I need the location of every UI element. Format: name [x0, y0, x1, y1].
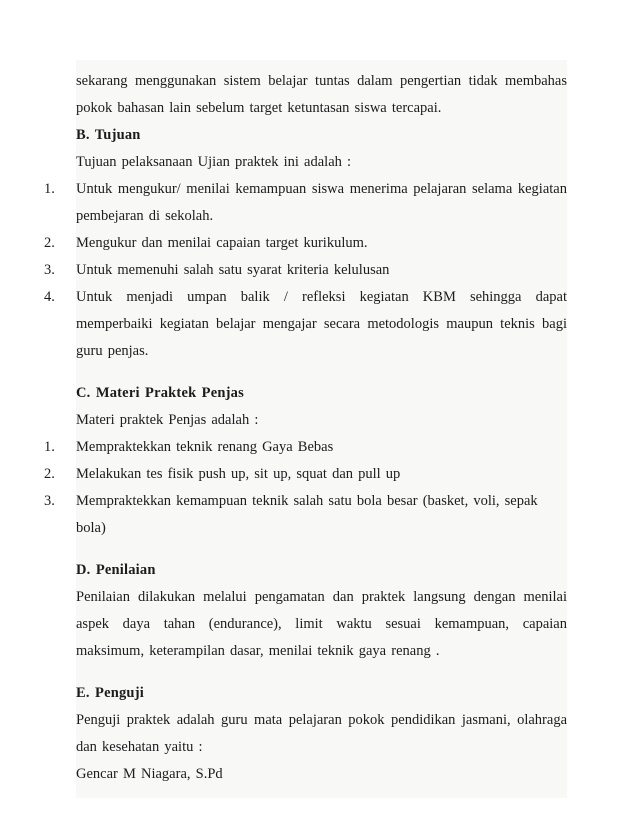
list-item [44, 230, 567, 257]
list-item-text: Melakukan tes fisik push up, sit up, squat dan pull up [76, 466, 401, 482]
list-item [44, 488, 567, 542]
list-item [44, 434, 567, 461]
list-item-number: 1. [44, 434, 74, 461]
section-c-list [44, 434, 567, 542]
list-item-text: Mengukur dan menilai capaian target kurikulum. [76, 235, 368, 251]
list-item [44, 257, 567, 284]
section-b-heading: B. Tujuan [76, 127, 141, 143]
list-item-number: 2. [44, 230, 74, 257]
list-item-number: 4. [44, 284, 74, 311]
section-d-body: Penilaian dilakukan melalui pengamatan dan praktek langsung dengan menilai aspek daya tahan (endurance), limit waktu sesuai kemampuan, capaian maksimum, keterampilan dasar, menilai teknik gaya renang . [76, 589, 567, 659]
list-item-text: Untuk mengukur/ menilai kemampuan siswa menerima pelajaran selama kegiatan pembejaran di sekolah. [76, 181, 567, 224]
list-item-text: Untuk menjadi umpan balik / refleksi kegiatan KBM sehingga dapat memperbaiki kegiatan belajar mengajar secara metodologis maupun teknis bagi guru penjas. [76, 289, 567, 359]
list-item-text: Mempraktekkan teknik renang Gaya Bebas [76, 439, 334, 455]
list-item-number: 1. [44, 176, 74, 203]
section-e-body: Penguji praktek adalah guru mata pelajaran pokok pendidikan jasmani, olahraga dan kesehatan yaitu : [76, 712, 567, 755]
intro-paragraph: sekarang menggunakan sistem belajar tuntas dalam pengertian tidak membahas pokok bahasan lain sebelum target ketuntasan siswa tercapai. [76, 73, 567, 116]
examiner-name: Gencar M Niagara, S.Pd [76, 766, 223, 782]
section-e-heading: E. Penguji [76, 685, 144, 701]
section-d-heading: D. Penilaian [76, 562, 156, 578]
section-b-lead: Tujuan pelaksanaan Ujian praktek ini adalah : [76, 154, 352, 170]
section-b-list [44, 176, 567, 365]
section-c-heading: C. Materi Praktek Penjas [76, 385, 244, 401]
list-item-number: 3. [44, 257, 74, 284]
list-item-number: 2. [44, 461, 74, 488]
list-item-number: 3. [44, 488, 74, 515]
list-item [44, 284, 567, 365]
list-item [44, 461, 567, 488]
list-item-text: Untuk memenuhi salah satu syarat kriteria kelulusan [76, 262, 390, 278]
section-c-lead: Materi praktek Penjas adalah : [76, 412, 259, 428]
content-area [44, 60, 567, 798]
list-item [44, 176, 567, 230]
list-item-text: Mempraktekkan kemampuan teknik salah satu bola besar (basket, voli, sepak bola) [76, 493, 538, 536]
